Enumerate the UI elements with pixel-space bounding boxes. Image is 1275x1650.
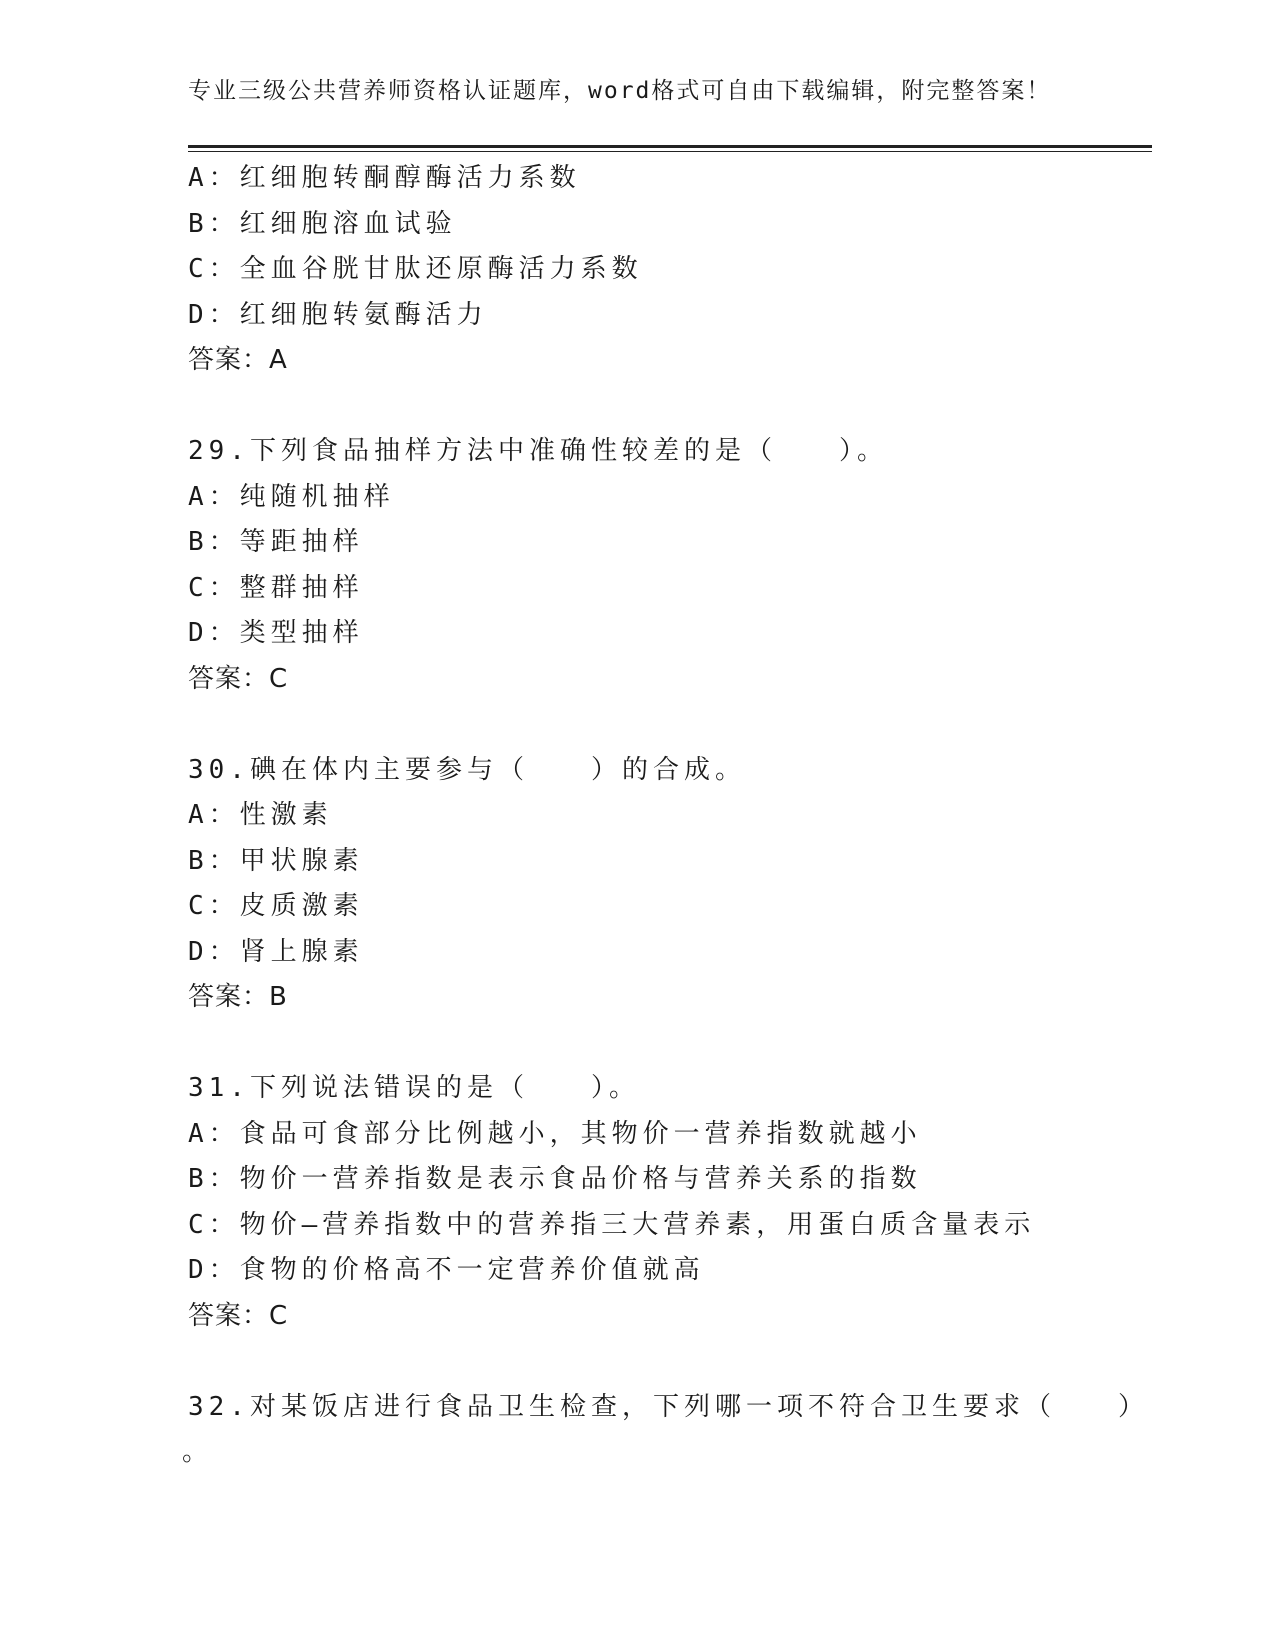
- option-d: D：肾上腺素: [188, 936, 364, 967]
- header-divider: [188, 145, 1152, 148]
- question-30-block: [188, 748, 1138, 1021]
- spacer: [188, 1021, 1138, 1067]
- answer-line: 答案：B: [188, 982, 288, 1012]
- option-c: C：全血谷胱甘肽还原酶活力系数: [188, 254, 643, 284]
- option-a: A：红细胞转酮醇酶活力系数: [188, 163, 581, 193]
- question-content: [182, 156, 1149, 1476]
- option-c: C：整群抽样: [188, 572, 364, 603]
- spacer: [188, 384, 1138, 430]
- question-stem: 29.下列食品抽样方法中准确性较差的是（ ）。: [188, 436, 888, 466]
- option-d: D：红细胞转氨酶活力: [188, 299, 488, 330]
- header-divider-thin: [188, 151, 1152, 152]
- page-header: 专业三级公共营养师资格认证题库，word格式可自由下载编辑，附完整答案！: [188, 78, 1052, 104]
- option-a: A：性激素: [188, 800, 333, 830]
- option-c: C：皮质激素: [188, 891, 364, 921]
- option-d: D：类型抽样: [188, 618, 364, 648]
- answer-line: 答案：C: [188, 1300, 289, 1331]
- option-c: C：物价—营养指数中的营养指三大营养素，用蛋白质含量表示: [188, 1209, 1036, 1240]
- option-a: A：食品可食部分比例越小，其物价一营养指数就越小: [188, 1118, 922, 1149]
- answer-line: 答案：C: [188, 663, 289, 694]
- question-31-block: [188, 1066, 1138, 1339]
- question-28-block: [188, 156, 1138, 384]
- answer-line: 答案：A: [188, 345, 288, 375]
- option-d: D：食物的价格高不一定营养价值就高: [188, 1255, 705, 1285]
- question-stem: 31.下列说法错误的是（ ）。: [188, 1073, 640, 1103]
- spacer: [188, 1339, 1138, 1385]
- question-32-block: [182, 1385, 1149, 1476]
- question-29-block: [188, 429, 1138, 702]
- option-b: B：红细胞溶血试验: [188, 208, 457, 239]
- question-stem-wrap: 。: [182, 1437, 214, 1467]
- option-a: A：纯随机抽样: [188, 481, 395, 512]
- question-stem: 30.碘在体内主要参与（ ）的合成。: [188, 754, 746, 785]
- spacer: [188, 702, 1138, 748]
- question-stem: 32.对某饭店进行食品卫生检查，下列哪一项不符合卫生要求（ ）: [188, 1391, 1149, 1422]
- option-b: B：物价一营养指数是表示食品价格与营养关系的指数: [188, 1164, 922, 1194]
- option-b: B：甲状腺素: [188, 845, 364, 876]
- option-b: B：等距抽样: [188, 527, 364, 557]
